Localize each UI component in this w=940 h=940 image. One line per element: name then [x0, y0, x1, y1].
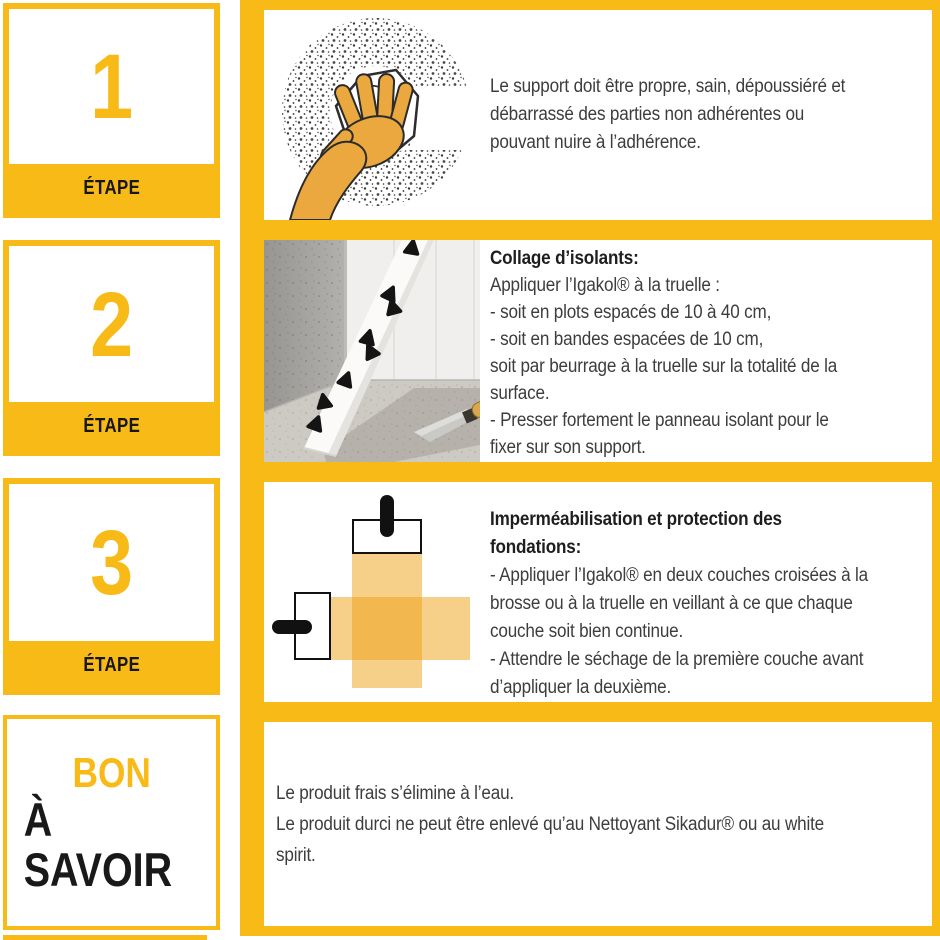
- step-label-bar: [8, 641, 215, 690]
- step-number: 2: [90, 273, 133, 376]
- instruction-line: - Presser fortement le panneau isolant pour le: [490, 410, 829, 431]
- crossed-coats-illustration: [264, 482, 480, 702]
- note-text: [276, 722, 922, 926]
- step-card-3: [3, 478, 220, 695]
- instruction-panel-3: [240, 472, 940, 712]
- instruction-line: Le support doit être propre, sain, dépoussiéré et: [490, 76, 846, 97]
- instruction-panel-2: [240, 230, 940, 472]
- instruction-line: surface.: [490, 383, 550, 404]
- instruction-line: pouvant nuire à l’adhérence.: [490, 132, 701, 153]
- instruction-heading: Imperméabilisation et protection des: [490, 509, 782, 530]
- instruction-heading: Collage d’isolants:: [490, 248, 639, 269]
- panel-1-text: [490, 10, 924, 220]
- panel-3-text: [490, 482, 924, 702]
- insulation-panel-photo: [264, 240, 480, 462]
- note-line: Le produit durci ne peut être enlevé qu’au Nettoyant Sikadur® ou au white: [276, 813, 824, 835]
- panel-2-text: [490, 240, 924, 462]
- instruction-panel-1: [240, 0, 940, 230]
- instruction-heading: fondations:: [490, 537, 582, 558]
- step-label-bar: [8, 402, 215, 451]
- instruction-line: soit par beurrage à la truelle sur la totalité de la: [490, 356, 838, 377]
- cleaning-hand-icon: [264, 10, 480, 220]
- good-to-know-panel: [240, 712, 940, 936]
- note-title-top: BON: [72, 749, 151, 797]
- instruction-line: couche soit bien continue.: [490, 621, 684, 642]
- instruction-line: d’appliquer la deuxième.: [490, 677, 672, 698]
- instruction-line: - Attendre le séchage de la première couche avant: [490, 649, 864, 670]
- instruction-line: - soit en plots espacés de 10 à 40 cm,: [490, 302, 772, 323]
- instruction-line: brosse ou à la truelle en veillant à ce que chaque: [490, 593, 853, 614]
- instruction-line: Appliquer l’Igakol® à la truelle :: [490, 275, 720, 296]
- instruction-line: fixer sur son support.: [490, 437, 646, 458]
- note-line: Le produit frais s’élimine à l’eau.: [276, 782, 514, 804]
- partial-next-row-bar: [3, 935, 207, 940]
- cleaning-illustration: [264, 10, 480, 220]
- step-number: 3: [90, 512, 133, 614]
- good-to-know-card: [3, 715, 220, 930]
- step-label: ÉTAPE: [83, 415, 140, 437]
- left-brush-handle: [272, 620, 312, 634]
- instruction-line: - soit en bandes espacées de 10 cm,: [490, 329, 764, 350]
- panel-gluing-illustration: [264, 240, 480, 462]
- step-label: ÉTAPE: [83, 654, 140, 676]
- step-number: 1: [90, 36, 133, 138]
- step-label-bar: [8, 164, 215, 213]
- top-brush-handle: [380, 495, 394, 537]
- instruction-line: - Appliquer l’Igakol® en deux couches croisées à la: [490, 565, 868, 586]
- step-card-1: [3, 3, 220, 218]
- horizontal-coat-stripe: [330, 597, 470, 660]
- note-line: spirit.: [276, 844, 316, 866]
- step-card-2: [3, 240, 220, 456]
- instruction-line: débarrassé des parties non adhérentes ou: [490, 104, 805, 125]
- step-label: ÉTAPE: [83, 177, 140, 199]
- note-title-bottom: À SAVOIR: [23, 793, 173, 896]
